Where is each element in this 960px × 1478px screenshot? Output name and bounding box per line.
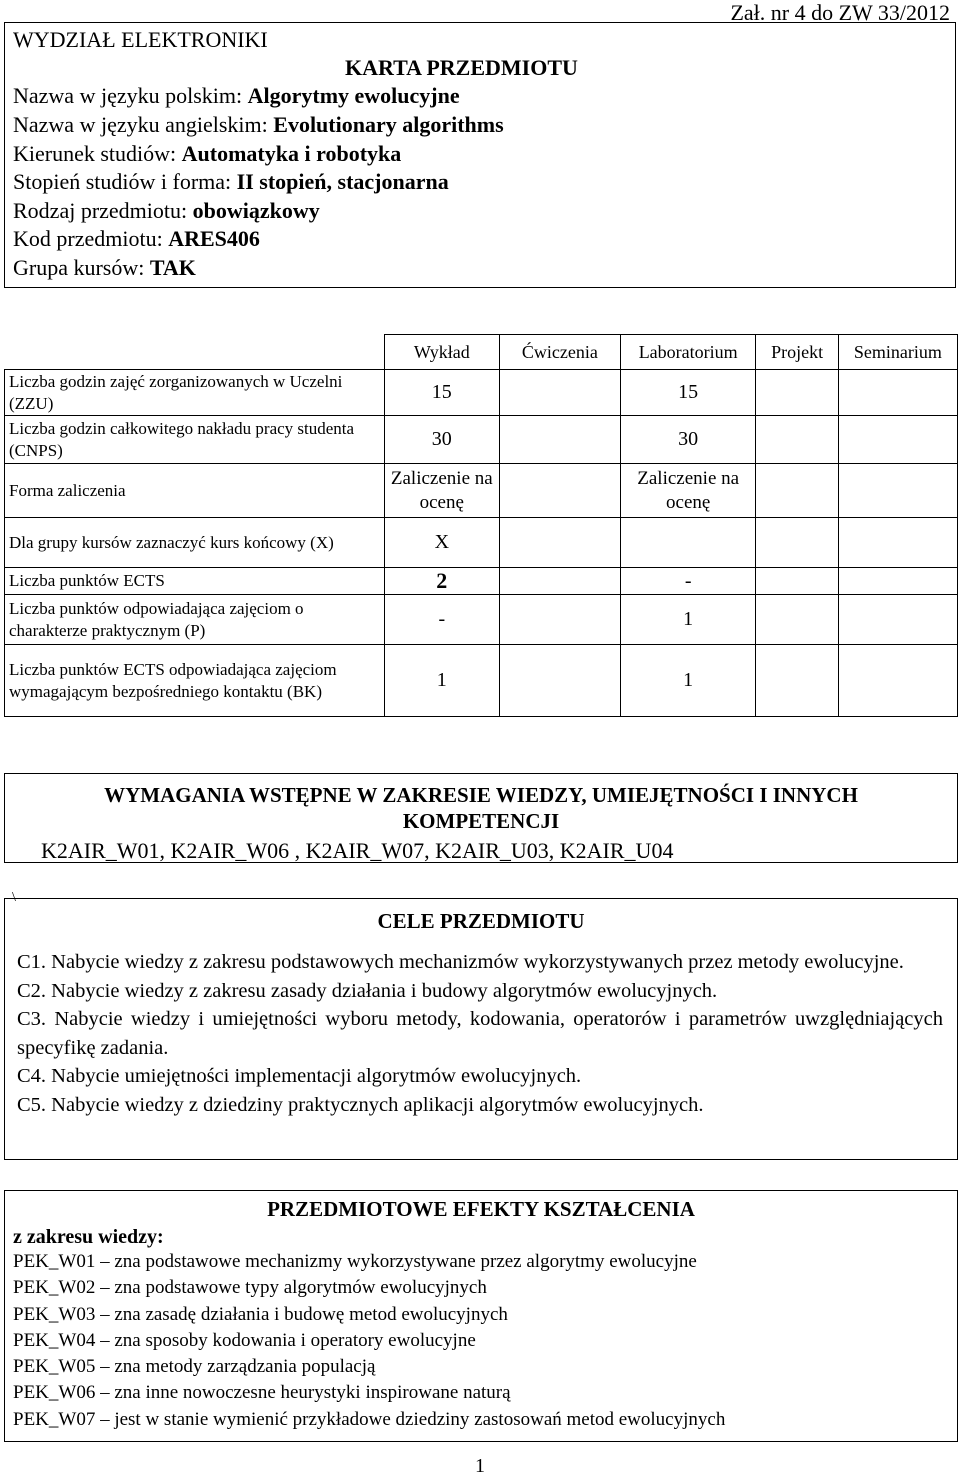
list-item: C4. Nabycie umiejętności implementacji algorytmów ewolucyjnych. [17, 1065, 582, 1088]
row-label: Forma zaliczenia [5, 464, 385, 518]
cell-exercises [499, 416, 620, 464]
cell-project [756, 568, 838, 595]
field-direction: Kierunek studiów: Automatyka i robotyka [13, 141, 402, 166]
row-label: Liczba punktów odpowiadająca zajęciom o charakterze praktycznym (P) [5, 595, 385, 645]
cell-project [756, 464, 838, 518]
course-header-box [4, 22, 956, 288]
list-item: PEK_W04 – zna sposoby kodowania i operatory ewolucyjne [13, 1329, 476, 1351]
cell-lecture: X [384, 518, 499, 568]
requirements-box [4, 773, 958, 863]
col-seminar: Seminarium [838, 335, 957, 370]
cell-seminar [838, 464, 957, 518]
goals-box [4, 898, 958, 1160]
cell-project [756, 595, 838, 645]
cell-laboratory: 15 [620, 370, 755, 416]
stray-mark: \ [12, 890, 16, 905]
card-title: KARTA PRZEDMIOTU [345, 55, 578, 80]
field-code: Kod przedmiotu: ARES406 [13, 226, 260, 251]
requirements-title: WYMAGANIA WSTĘPNE W ZAKRESIE WIEDZY, UMIEJĘTNOŚCI I INNYCH KOMPETENCJI [104, 783, 858, 833]
table-row [5, 568, 958, 595]
cell-seminar [838, 595, 957, 645]
col-exercises: Ćwiczenia [499, 335, 620, 370]
list-item: PEK_W06 – zna inne nowoczesne heurystyki inspirowane naturą [13, 1382, 511, 1404]
list-item: PEK_W05 – zna metody zarządzania populacją [13, 1356, 376, 1378]
cell-laboratory: 30 [620, 416, 755, 464]
cell-lecture: 15 [384, 370, 499, 416]
table-row [5, 416, 958, 464]
list-item: PEK_W03 – zna zasadę działania i budowę metod ewolucyjnych [13, 1303, 508, 1325]
cell-lecture: Zaliczenie na ocenę [384, 464, 499, 518]
cell-laboratory: - [620, 568, 755, 595]
list-item: PEK_W02 – zna podstawowe typy algorytmów ewolucyjnych [13, 1277, 487, 1299]
cell-seminar [838, 568, 957, 595]
row-label: Liczba godzin całkowitego nakładu pracy studenta (CNPS) [5, 416, 385, 464]
cell-project [756, 370, 838, 416]
row-label: Liczba punktów ECTS [5, 568, 385, 595]
cell-laboratory: 1 [620, 595, 755, 645]
cell-project [756, 518, 838, 568]
table-row [5, 464, 958, 518]
table-row [5, 645, 958, 717]
field-name-en: Nazwa w języku angielskim: Evolutionary algorithms [13, 112, 504, 137]
list-item: C5. Nabycie wiedzy z dziedziny praktycznych aplikacji algorytmów ewolucyjnych. [17, 1093, 704, 1116]
hours-table [4, 334, 958, 717]
cell-exercises [499, 645, 620, 717]
attachment-reference: Zał. nr 4 do ZW 33/2012 [730, 0, 950, 25]
list-item: C1. Nabycie wiedzy z zakresu podstawowych mechanizmów wykorzystywanych przez metody ewolucyjne. [17, 951, 904, 973]
list-item: PEK_W01 – zna podstawowe mechanizmy wykorzystywane przez algorytmy ewolucyjne [13, 1251, 697, 1272]
cell-seminar [838, 416, 957, 464]
table-corner [5, 335, 385, 370]
cell-seminar [838, 518, 957, 568]
field-type: Rodzaj przedmiotu: obowiązkowy [13, 198, 320, 223]
cell-exercises [499, 370, 620, 416]
field-name-pl: Nazwa w języku polskim: Algorytmy ewolucyjne [13, 83, 460, 108]
field-degree: Stopień studiów i forma: II stopień, stacjonarna [13, 169, 449, 194]
cell-lecture: 2 [384, 568, 499, 595]
col-lecture: Wykład [384, 335, 499, 370]
cell-lecture: 30 [384, 416, 499, 464]
col-project: Projekt [756, 335, 838, 370]
list-item: C3. Nabycie wiedzy i umiejętności wyboru metody, kodowania, operatorów i parametrów uwzględniających specyfikę zadania. [17, 1008, 943, 1059]
cell-exercises [499, 595, 620, 645]
goals-list [17, 948, 943, 1120]
table-row [5, 518, 958, 568]
cell-project [756, 416, 838, 464]
list-item: C2. Nabycie wiedzy z zakresu zasady działania i budowy algorytmów ewolucyjnych. [17, 979, 718, 1002]
cell-project [756, 645, 838, 717]
page-number: 1 [475, 1455, 485, 1477]
col-laboratory: Laboratorium [620, 335, 755, 370]
row-label: Dla grupy kursów zaznaczyć kurs końcowy (X) [5, 518, 385, 568]
effects-list [13, 1249, 957, 1433]
cell-lecture: 1 [384, 645, 499, 717]
cell-laboratory [620, 518, 755, 568]
table-header-row [5, 335, 958, 370]
cell-exercises [499, 464, 620, 518]
cell-exercises [499, 518, 620, 568]
goals-title: CELE PRZEDMIOTU [377, 909, 585, 933]
effects-subtitle: z zakresu wiedzy: [13, 1226, 164, 1248]
cell-seminar [838, 645, 957, 717]
effects-title: PRZEDMIOTOWE EFEKTY KSZTAŁCENIA [267, 1197, 695, 1221]
effects-box [4, 1190, 958, 1442]
cell-laboratory: Zaliczenie na ocenę [620, 464, 755, 518]
row-label: Liczba godzin zajęć zorganizowanych w Uczelni (ZZU) [5, 370, 385, 416]
requirements-codes: K2AIR_W01, K2AIR_W06 , K2AIR_W07, K2AIR_U03, K2AIR_U04 [41, 838, 674, 863]
cell-lecture: - [384, 595, 499, 645]
row-label: Liczba punktów ECTS odpowiadająca zajęciom wymagającym bezpośredniego kontaktu (BK) [5, 645, 385, 717]
cell-exercises [499, 568, 620, 595]
cell-laboratory: 1 [620, 645, 755, 717]
table-row [5, 370, 958, 416]
table-row [5, 595, 958, 645]
cell-seminar [838, 370, 957, 416]
faculty-name: WYDZIAŁ ELEKTRONIKI [13, 27, 268, 52]
list-item: PEK_W07 – jest w stanie wymienić przykładowe dziedziny zastosowań metod ewolucyjnych [13, 1408, 726, 1430]
field-group: Grupa kursów: TAK [13, 255, 196, 280]
